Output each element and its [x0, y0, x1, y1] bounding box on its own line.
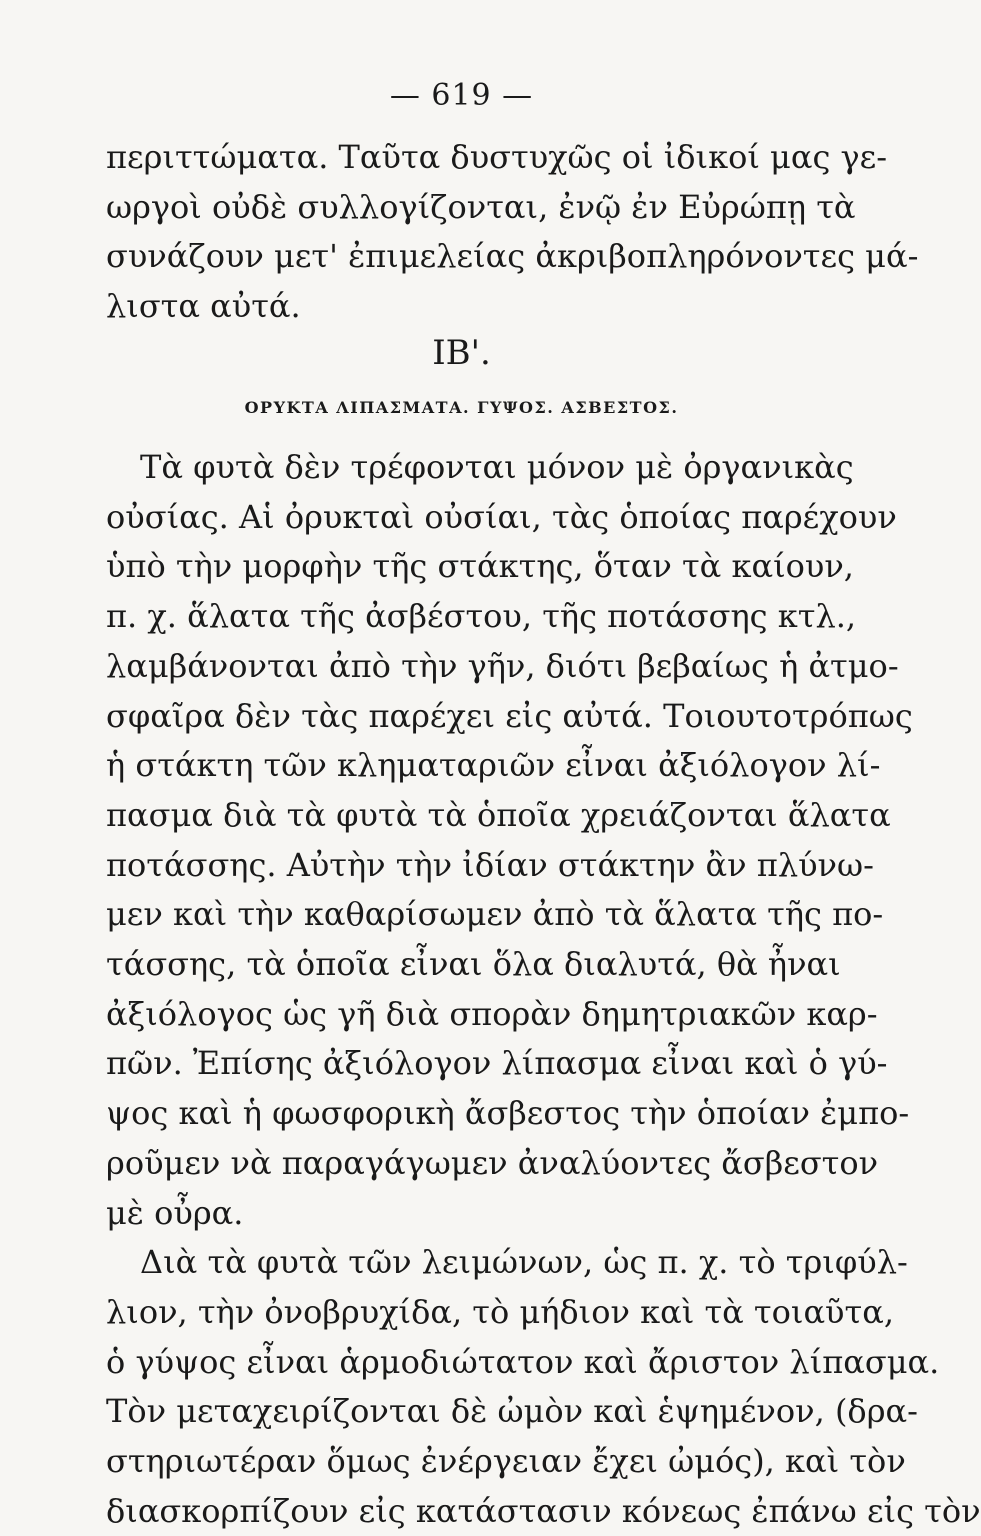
text-line: μεν καὶ τὴν καθαρίσωμεν ἀπὸ τὰ ἅλατα τῆς πο-: [106, 895, 884, 934]
text-line: π. χ. ἅλατα τῆς ἀσβέστου, τῆς ποτάσσης κτλ.,: [106, 597, 857, 636]
text-line: πασμα διὰ τὰ φυτὰ τὰ ὁποῖα χρειάζονται ἅλατα: [106, 795, 891, 834]
text-line: ὁ γύψος εἶναι ἁρμοδιώτατον καὶ ἄριστον λίπασμα.: [106, 1342, 940, 1381]
text-line: συνάζουν μετ' ἐπιμελείας ἀκριβοπληρόνοντες μά-: [106, 237, 919, 276]
text-line: ἀξιόλογος ὡς γῆ διὰ σπορὰν δημητριακῶν καρ-: [106, 994, 878, 1033]
text-line: Τὰ φυτὰ δὲν τρέφονται μόνον μὲ ὀργανικὰς: [140, 448, 854, 486]
text-line: λιστα αὐτά.: [106, 287, 301, 326]
text-line: περιττώματα. Ταῦτα δυστυχῶς οἱ ἰδικοί μας γε-: [106, 138, 888, 176]
text-line: στηριωτέραν ὅμως ἐνέργειαν ἔχει ὠμός), καὶ τὸν: [106, 1442, 906, 1481]
page-number: — 619 —: [389, 78, 534, 113]
text-line: σφαῖρα δὲν τὰς παρέχει εἰς αὐτά. Τοιουτοτρόπως: [106, 696, 913, 735]
text-line: μὲ οὖρα.: [106, 1193, 244, 1232]
section-number: ΙΒ'.: [432, 333, 491, 373]
text-line: ροῦμεν νὰ παραγάγωμεν ἀναλύοντες ἄσβεστον: [106, 1143, 879, 1182]
main-text: [106, 443, 981, 1536]
text-line: ψος καὶ ἡ φωσφορικὴ ἄσβεστος τὴν ὁποίαν ἐμπο-: [106, 1094, 910, 1133]
text-line: οὐσίας. Αἱ ὀρυκταὶ οὐσίαι, τὰς ὁποίας παρέχουν: [106, 497, 897, 536]
text-line: Τὸν μεταχειρίζονται δὲ ὠμὸν καὶ ἑψημένον, (δρα-: [106, 1392, 918, 1431]
text-line: λαμβάνονται ἀπὸ τὴν γῆν, διότι βεβαίως ἡ ἀτμο-: [106, 646, 899, 685]
top-paragraph: [106, 133, 919, 332]
text-line: τάσσης, τὰ ὁποῖα εἶναι ὅλα διαλυτά, θὰ ἦναι: [106, 945, 841, 984]
text-line: πῶν. Ἐπίσης ἀξιόλογον λίπασμα εἶναι καὶ ὁ γύ-: [106, 1044, 888, 1083]
text-line: ποτάσσης. Αὐτὴν τὴν ἰδίαν στάκτην ἂν πλύνω-: [106, 845, 874, 884]
text-line: ἡ στάκτη τῶν κληματαριῶν εἶναι ἀξιόλογον λί-: [106, 746, 881, 785]
text-line: διασκορπίζουν εἰς κατάστασιν κόνεως ἐπάνω εἰς τὸν: [106, 1491, 981, 1530]
text-line: ὑπὸ τὴν μορφὴν τῆς στάκτης, ὅταν τὰ καίουν,: [106, 547, 854, 586]
section-title: ΟΡΥΚΤΑ ΛΙΠΑΣΜΑΤΑ. ΓΥΨΟΣ. ΑΣΒΕΣΤΟΣ.: [244, 398, 679, 417]
text-line: λιον, τὴν ὀνοβρυχίδα, τὸ μήδιον καὶ τὰ τοιαῦτα,: [106, 1292, 894, 1331]
text-line: Διὰ τὰ φυτὰ τῶν λειμώνων, ὡς π. χ. τὸ τριφύλ-: [140, 1243, 908, 1282]
text-line: ωργοὶ οὐδὲ συλλογίζονται, ἐνῷ ἐν Εὐρώπῃ τὰ: [106, 187, 856, 226]
